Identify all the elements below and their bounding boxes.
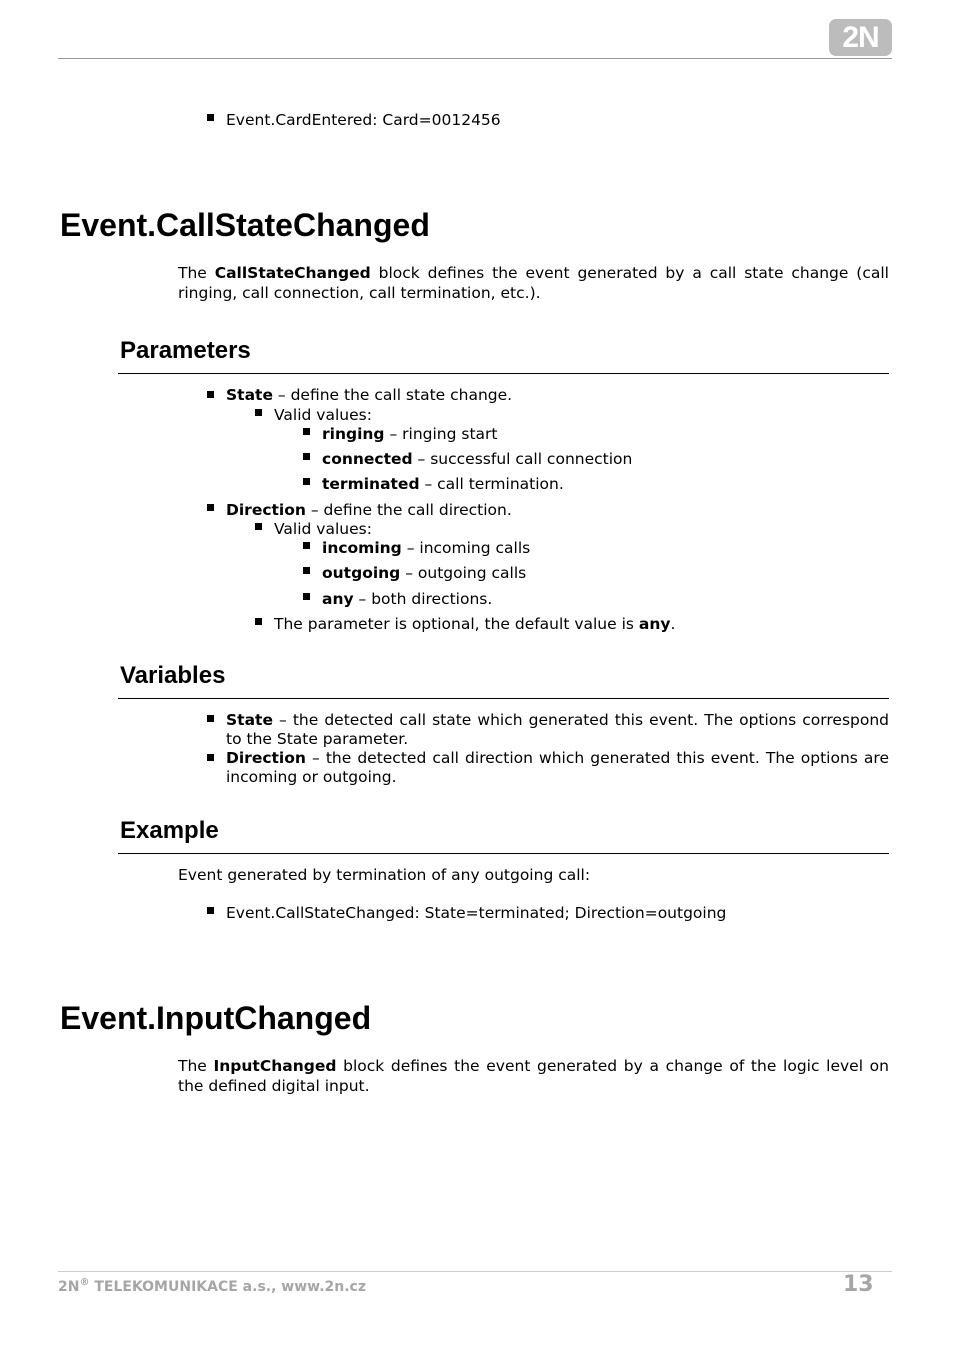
- example-divider: [118, 853, 889, 854]
- example-intro: Event generated by termination of any outgoing call:: [178, 866, 591, 884]
- bullet-icon: [207, 391, 214, 398]
- optional-note: The parameter is optional, the default value is any.: [274, 615, 676, 633]
- valid-values-label: Valid values:: [274, 520, 372, 538]
- variable-state: State – the detected call state which generated this event. The options correspond to the State parameter.: [226, 711, 889, 748]
- example-heading: Example: [120, 817, 219, 844]
- parameters-heading: Parameters: [120, 337, 251, 364]
- bullet-icon: [303, 428, 310, 435]
- bullet-icon: [255, 618, 262, 625]
- variables-heading: Variables: [120, 662, 226, 689]
- bullet-icon: [207, 504, 214, 511]
- header-divider: [58, 58, 892, 59]
- bullet-icon: [303, 593, 310, 600]
- value-connected: connected – successful call connection: [322, 450, 633, 468]
- param-direction: Direction – define the call direction.: [226, 501, 512, 519]
- bullet-icon: [303, 478, 310, 485]
- card-entered-example: Event.CardEntered: Card=0012456: [226, 111, 501, 129]
- bullet-icon: [207, 114, 214, 121]
- example-code: Event.CallStateChanged: State=terminated; Direction=outgoing: [226, 904, 727, 922]
- section2-intro: The InputChanged block defines the event generated by a change of the logic level on the defined digital input.: [178, 1057, 889, 1095]
- value-ringing: ringing – ringing start: [322, 425, 498, 443]
- section-title-callstatechanged: Event.CallStateChanged: [60, 207, 430, 243]
- value-any: any – both directions.: [322, 590, 493, 608]
- bullet-icon: [207, 715, 214, 722]
- variables-divider: [118, 698, 889, 699]
- bullet-icon: [303, 453, 310, 460]
- bullet-icon: [303, 567, 310, 574]
- footer-divider: [58, 1271, 892, 1272]
- section1-intro: The CallStateChanged block defines the event generated by a call state change (call ringing, call connection, call termination, etc.).: [178, 264, 889, 302]
- bullet-icon: [207, 754, 214, 761]
- section-title-inputchanged: Event.InputChanged: [60, 1000, 372, 1036]
- value-terminated: terminated – call termination.: [322, 475, 564, 493]
- parameters-divider: [118, 373, 889, 374]
- variable-direction: Direction – the detected call direction which generated this event. The options are incoming or outgoing.: [226, 749, 889, 786]
- param-state: State – define the call state change.: [226, 386, 513, 404]
- page-number: 13: [843, 1272, 874, 1297]
- valid-values-label: Valid values:: [274, 406, 372, 424]
- bullet-icon: [255, 409, 262, 416]
- value-outgoing: outgoing – outgoing calls: [322, 564, 527, 582]
- bullet-icon: [255, 523, 262, 530]
- bullet-icon: [207, 907, 214, 914]
- value-incoming: incoming – incoming calls: [322, 539, 531, 557]
- bullet-icon: [303, 542, 310, 549]
- brand-logo: 2N: [829, 19, 892, 56]
- footer-company: 2N® TELEKOMUNIKACE a.s., www.2n.cz: [58, 1277, 366, 1295]
